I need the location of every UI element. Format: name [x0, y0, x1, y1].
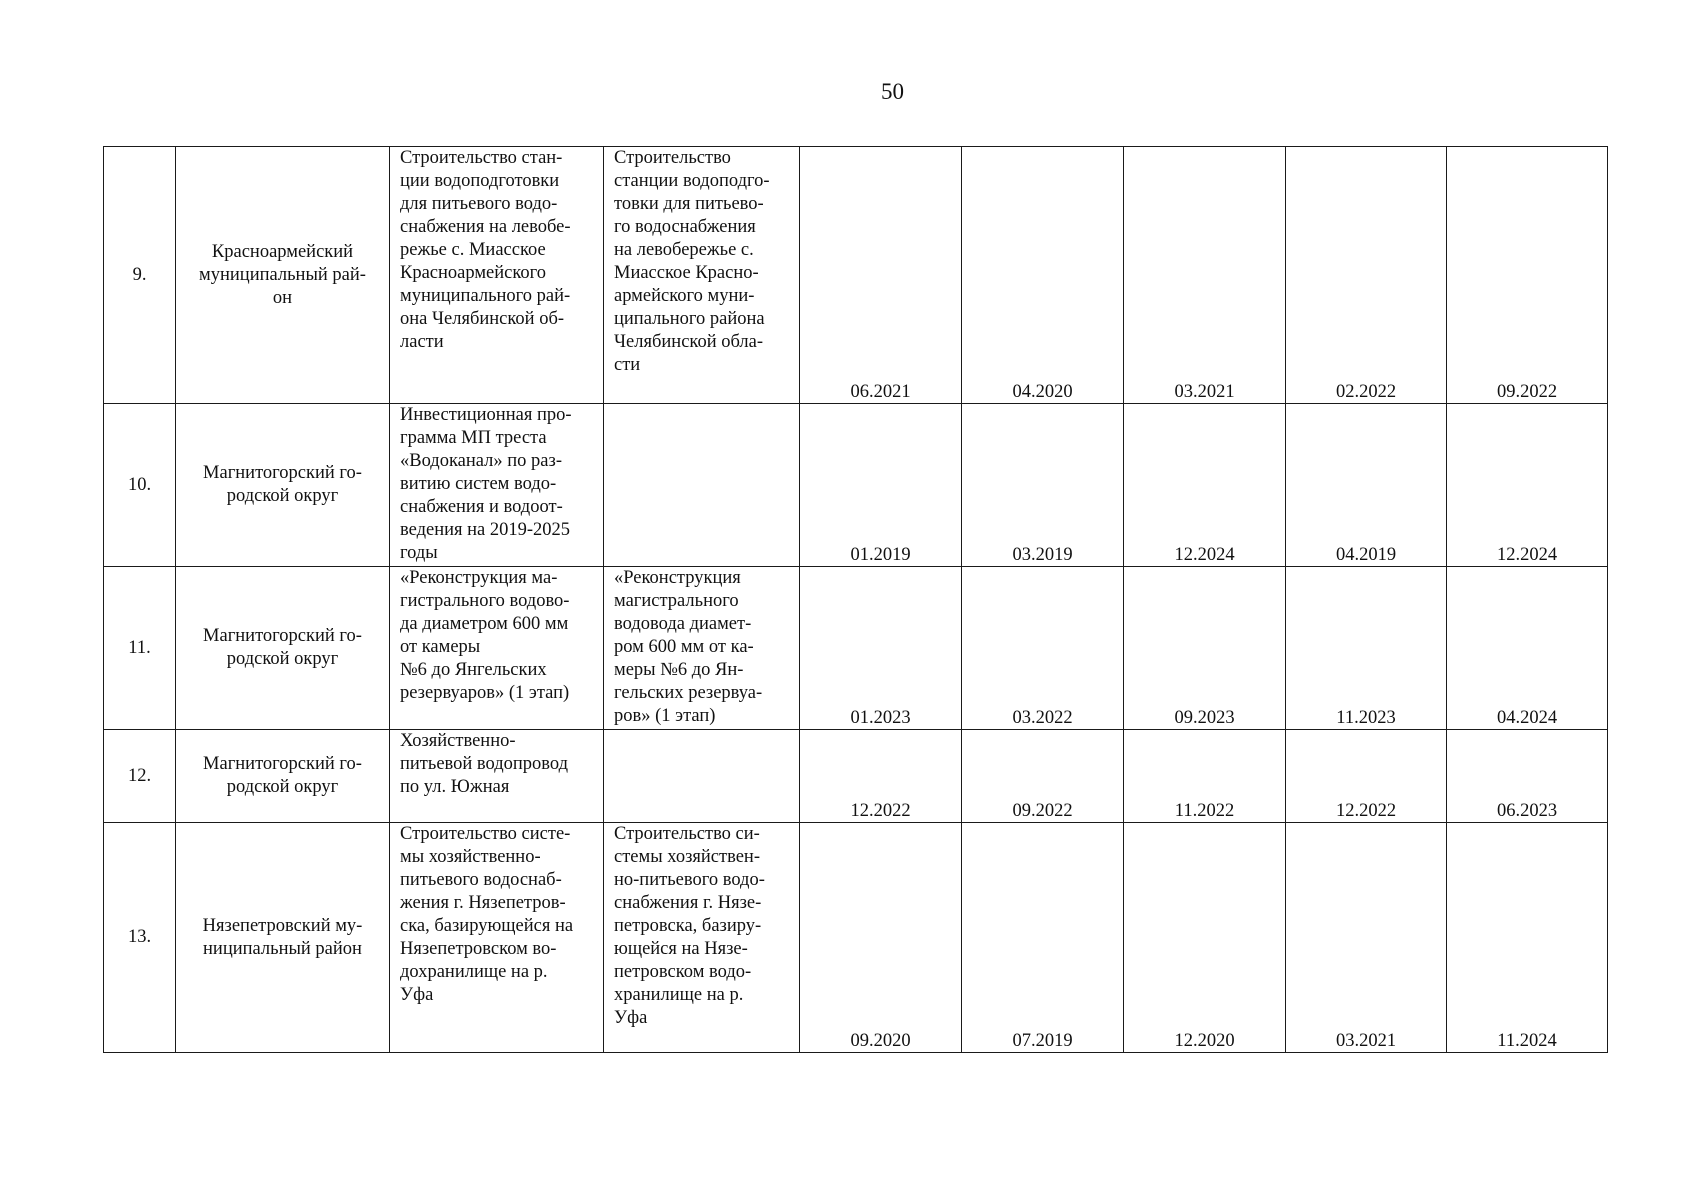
date-value: 04.2019 [1335, 545, 1397, 565]
district-cell [176, 823, 390, 1053]
date-cell [962, 567, 1124, 730]
date-value: 11.2023 [1336, 708, 1396, 728]
table-row [104, 404, 1608, 567]
page-number: 50 [881, 79, 904, 104]
object-cell [604, 567, 800, 730]
project-cell [390, 404, 604, 567]
table-row [104, 567, 1608, 730]
date-value: 09.2022 [1496, 382, 1558, 402]
district-cell [176, 147, 390, 404]
date-value: 03.2021 [1174, 382, 1235, 402]
object-cell [604, 730, 800, 823]
date-value: 01.2019 [850, 545, 911, 565]
date-value: 04.2024 [1496, 708, 1558, 728]
object-name: «Реконструкция магистрального водовода диамет- ром 600 мм от ка- меры №6 до Ян- гельских резервуа- ров» (1 этап) [614, 568, 763, 726]
date-value: 12.2022 [1335, 801, 1397, 821]
date-cell [1447, 567, 1608, 730]
project-name: Инвестиционная про- грамма МП треста «Водоканал» по раз- витию систем водо- снабжения и водоот- ведения на 2019-2025 годы [400, 405, 572, 563]
row-number-cell [104, 730, 176, 823]
row-number-cell [104, 567, 176, 730]
district-name: Магнитогорский го- родской округ [203, 626, 362, 669]
table-row [104, 147, 1608, 404]
object-cell [604, 147, 800, 404]
date-value: 06.2023 [1496, 801, 1558, 821]
date-value: 12.2022 [850, 801, 911, 821]
date-cell [1447, 147, 1608, 404]
date-cell [800, 823, 962, 1053]
date-cell [1124, 404, 1286, 567]
date-cell [1124, 823, 1286, 1053]
date-value: 03.2022 [1012, 708, 1073, 728]
object-cell [604, 823, 800, 1053]
district-cell [176, 567, 390, 730]
date-cell [1447, 730, 1608, 823]
date-value: 11.2022 [1174, 801, 1235, 821]
date-cell [1447, 823, 1608, 1053]
district-name: Магнитогорский го- родской округ [203, 754, 362, 797]
date-value: 02.2022 [1335, 382, 1397, 402]
date-value: 03.2021 [1335, 1031, 1397, 1051]
district-name: Красноармейский муниципальный рай- он [199, 241, 366, 308]
district-name: Магнитогорский го- родской округ [203, 463, 362, 506]
date-value: 04.2020 [1012, 382, 1073, 402]
date-cell [800, 730, 962, 823]
district-cell [176, 730, 390, 823]
project-cell [390, 730, 604, 823]
date-cell [962, 730, 1124, 823]
date-cell [1286, 823, 1447, 1053]
date-value: 09.2022 [1012, 801, 1073, 821]
date-cell [962, 404, 1124, 567]
row-number-cell [104, 147, 176, 404]
date-cell [1124, 567, 1286, 730]
date-cell [1286, 404, 1447, 567]
row-number: 11. [128, 637, 151, 658]
date-cell [962, 147, 1124, 404]
date-cell [800, 404, 962, 567]
date-cell [1286, 567, 1447, 730]
date-value: 12.2024 [1174, 545, 1235, 565]
date-cell [1447, 404, 1608, 567]
date-value: 09.2023 [1174, 708, 1235, 728]
project-cell [390, 823, 604, 1053]
row-number: 10. [127, 474, 152, 495]
project-name: Строительство стан- ции водоподготовки для питьевого водо- снабжения на левобе- режье с. Миасское Красноармейского муниципального рай- она Челябинской об- ласти [400, 148, 571, 352]
district-cell [176, 404, 390, 567]
object-cell [604, 404, 800, 567]
date-value: 12.2020 [1174, 1031, 1235, 1051]
date-cell [1124, 147, 1286, 404]
date-cell [800, 567, 962, 730]
date-value: 07.2019 [1012, 1031, 1073, 1051]
date-cell [800, 147, 962, 404]
district-name: Нязепетровский му- ниципальный район [202, 915, 363, 959]
date-value: 12.2024 [1496, 545, 1558, 565]
object-name: Строительство си- стемы хозяйствен- но-питьевого водо- снабжения г. Нязе- петровска, базиру- ющейся на Нязе- петровском водо- хранилище на р. Уфа [614, 824, 765, 1028]
row-number: 9. [132, 264, 147, 285]
project-name: Хозяйственно- питьевой водопровод по ул. Южная [400, 731, 569, 797]
row-number: 13. [127, 927, 152, 947]
date-value: 01.2023 [850, 708, 911, 728]
date-cell [1286, 147, 1447, 404]
table-row [104, 823, 1608, 1053]
project-name: Строительство систе- мы хозяйственно- питьевого водоснаб- жения г. Нязепетров- ска, базирующейся на Нязепетровском во- дохранилище на р. Уфа [400, 824, 574, 1005]
date-value: 11.2024 [1497, 1031, 1557, 1051]
project-cell [390, 567, 604, 730]
project-cell [390, 147, 604, 404]
row-number: 12. [127, 765, 152, 786]
date-value: 09.2020 [850, 1031, 911, 1051]
date-value: 03.2019 [1012, 545, 1073, 565]
date-cell [962, 823, 1124, 1053]
row-number-cell [104, 823, 176, 1053]
object-name: Строительство станции водоподго- товки для питьево- го водоснабжения на левобережье с. Миасское Красно- армейского муни- ципального района Челябинской обла- сти [614, 148, 770, 375]
project-name: «Реконструкция ма- гистрального водово- да диаметром 600 мм от камеры №6 до Янгельских резервуаров» (1 этап) [400, 568, 570, 703]
date-cell [1124, 730, 1286, 823]
date-cell [1286, 730, 1447, 823]
table-row [104, 730, 1608, 823]
date-value: 06.2021 [850, 382, 911, 402]
projects-table [103, 146, 1608, 1053]
row-number-cell [104, 404, 176, 567]
